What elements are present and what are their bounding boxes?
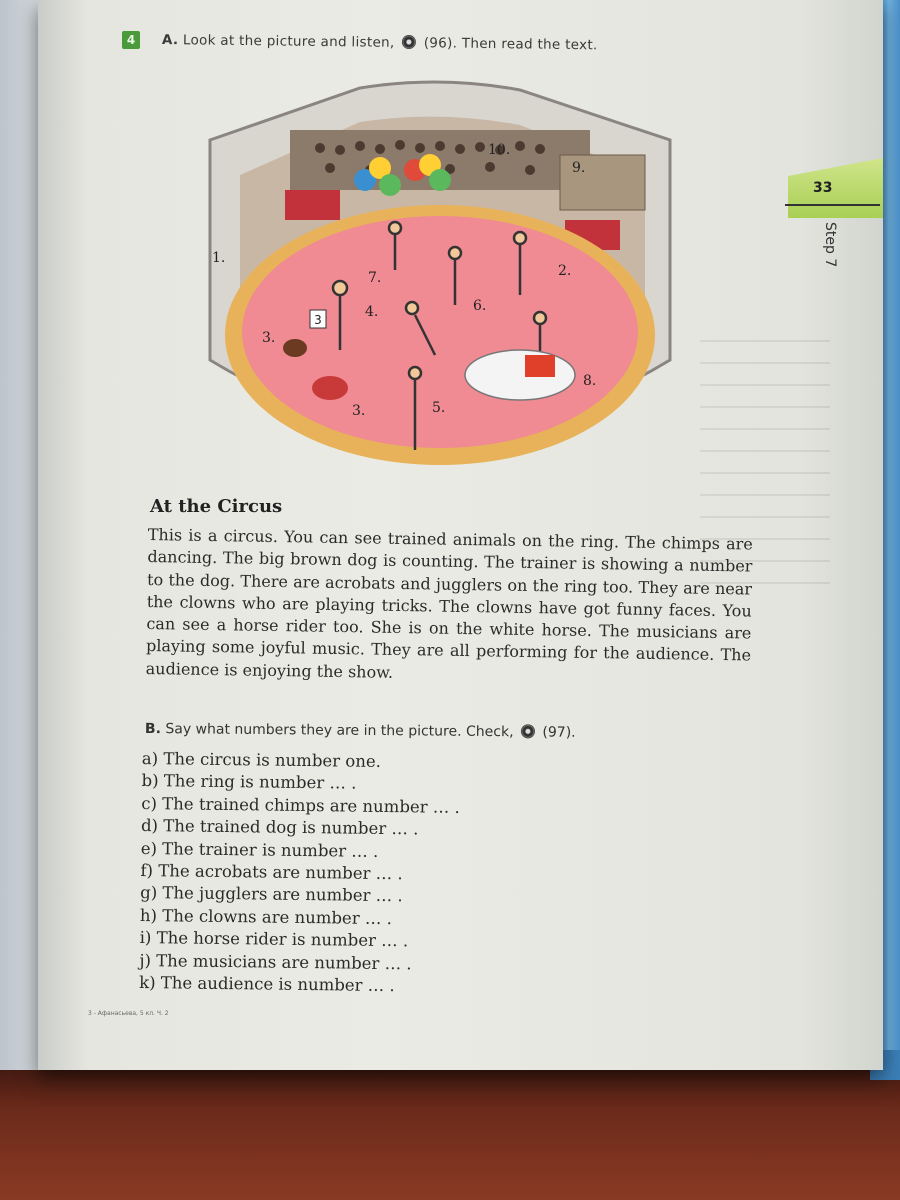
picture-label-2: 2.: [558, 263, 572, 279]
dog: [283, 339, 307, 357]
number-sign-text: 3: [314, 313, 322, 327]
picture-label-9: 9.: [572, 160, 586, 176]
picture-label-5: 5.: [432, 400, 446, 416]
task-b-letter: B.: [144, 721, 161, 738]
circus-illustration: [200, 70, 680, 490]
answer-item: a) The circus is number one.: [141, 748, 382, 771]
answer-item: h) The clowns are number … .: [139, 905, 393, 928]
answer-item: b) The ring is number … .: [141, 771, 357, 794]
picture-label-10: 10.: [488, 142, 511, 158]
exercise-number: 4: [126, 33, 136, 47]
step-label: Step 7: [822, 222, 838, 268]
page-number: 33: [813, 180, 833, 196]
answer-list: [139, 748, 461, 998]
chimps: [312, 376, 348, 400]
picture-label-4: 4.: [365, 304, 379, 320]
audio-disc-icon: [521, 724, 535, 738]
step-tab-divider: [785, 204, 880, 206]
answer-item: e) The trainer is number … .: [140, 838, 379, 861]
reading-title: At the Circus: [150, 496, 283, 517]
picture-label-3b: 3.: [352, 403, 366, 419]
horse-saddle: [525, 355, 555, 377]
answer-item: c) The trained chimps are number … .: [141, 793, 460, 817]
footer-note: 3 - Афанасьева, 5 кл. Ч. 2: [88, 1010, 169, 1017]
answer-item: d) The trained dog is number … .: [140, 816, 419, 839]
task-a-letter: A.: [161, 32, 179, 49]
white-horse: [465, 350, 575, 400]
picture-label-6: 6.: [473, 298, 487, 314]
table-surface: [0, 1060, 900, 1200]
answer-item: g) The jugglers are number … .: [140, 883, 403, 906]
curtain-left: [285, 190, 340, 220]
picture-label-1: 1.: [212, 250, 226, 266]
task-b-audio-track: (97).: [542, 724, 576, 741]
task-a-text-before: Look at the picture and listen,: [182, 32, 395, 51]
answer-item: f) The acrobats are number … .: [140, 861, 403, 884]
exercise-number-badge: [122, 31, 140, 49]
answer-item: i) The horse rider is number … .: [139, 928, 409, 951]
picture-label-7: 7.: [368, 270, 382, 286]
task-b-text-before: Say what numbers they are in the picture. Check,: [165, 721, 514, 741]
task-a-text-after: Then read the text.: [461, 35, 598, 54]
picture-label-8: 8.: [583, 373, 597, 389]
audio-disc-icon: [402, 35, 416, 49]
answer-item: j) The musicians are number … .: [139, 950, 412, 973]
answer-item: k) The audience is number … .: [139, 973, 395, 996]
picture-label-3a: 3.: [262, 330, 276, 346]
task-a-audio-track: (96).: [423, 35, 458, 52]
reading-body: This is a circus. You can see trained animals on the ring. The chimps are dancing. The big brown dog is counting. The trainer is showing a number to the dog. There are acrobats and jugglers on the ring too. They are near the clowns who are playing tricks. The clowns have got funny faces. You can see a horse rider too. She is on the white horse. The musicians are playing some joyful music. They are all performing for the audience. The audience is enjoying the show.: [145, 524, 753, 682]
